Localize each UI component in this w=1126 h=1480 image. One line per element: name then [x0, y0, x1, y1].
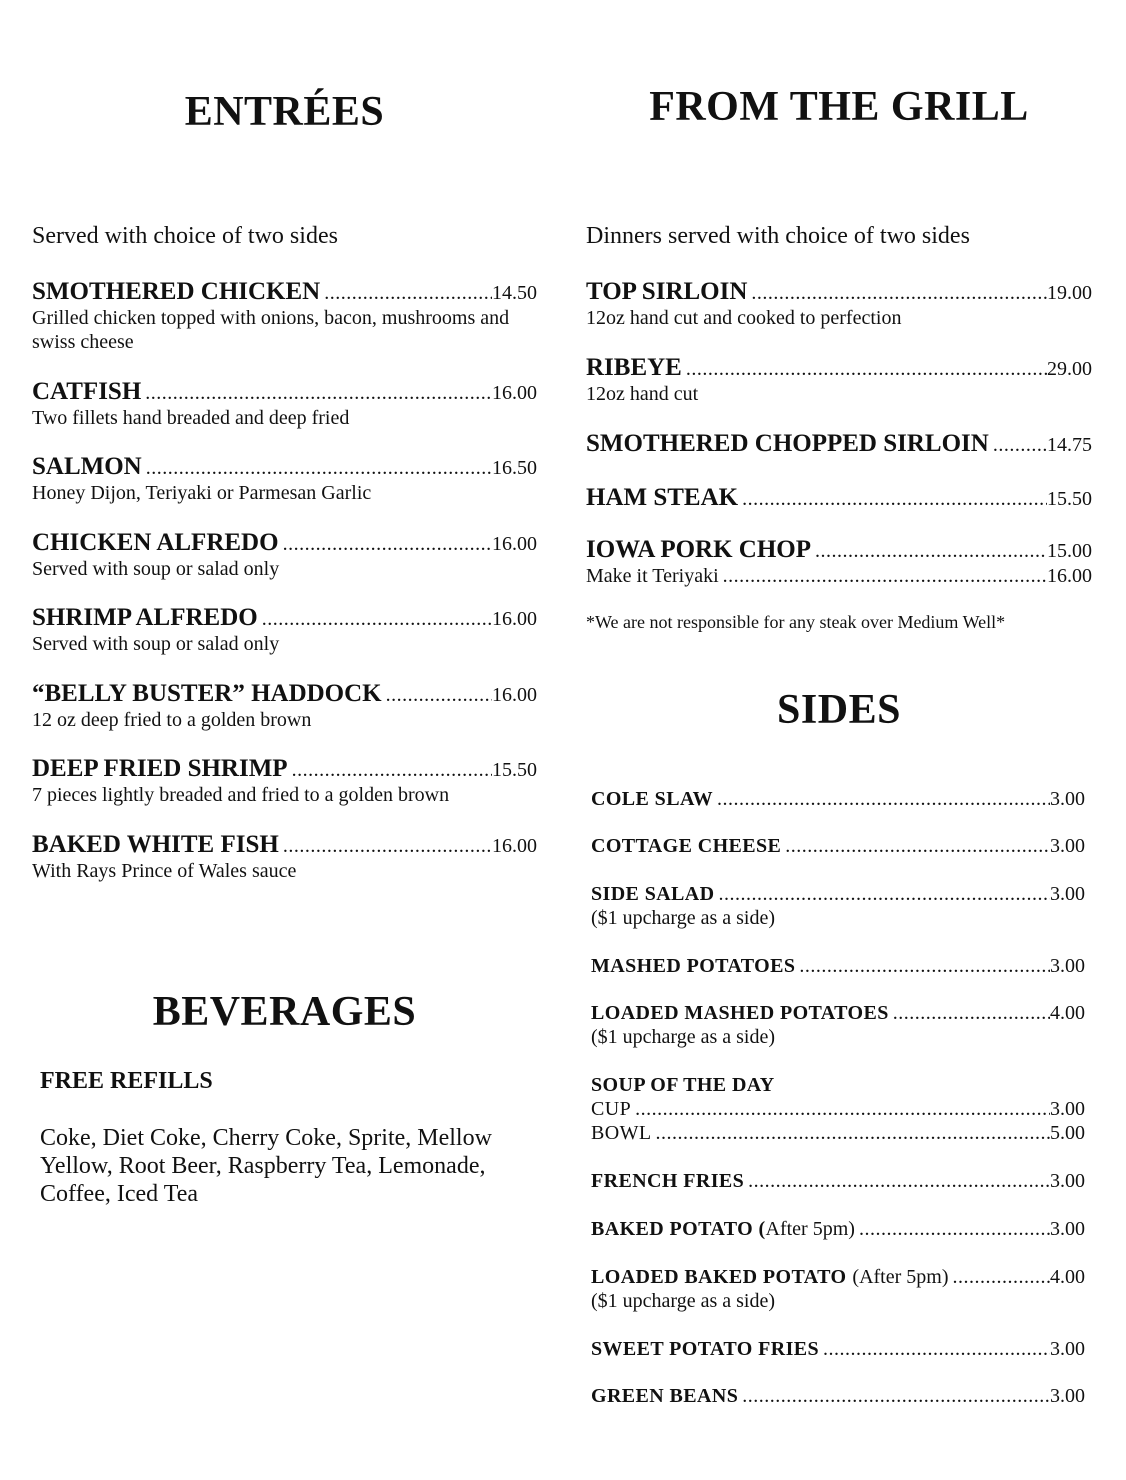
item-description: Two fillets hand breaded and deep fried: [32, 407, 350, 429]
side-price: 4.00: [1050, 1266, 1085, 1288]
pork-chop-teriyaki-option: [586, 564, 1092, 588]
beverage-list: Coke, Diet Coke, Cherry Coke, Sprite, Mellow Yellow, Root Beer, Raspberry Tea, Lemonade, Coffee, Iced Tea: [40, 1125, 492, 1207]
item-price: 16.00: [492, 533, 537, 555]
side-item-loaded-mashed-potatoes: [591, 1002, 1085, 1049]
side-time-note: (After 5pm): [852, 1266, 949, 1288]
leader-dots: [382, 684, 492, 707]
leader-dots: [288, 759, 492, 782]
leader-dots: [889, 1002, 1050, 1025]
menu-item-shrimp-alfredo: [32, 604, 537, 656]
item-description: 12oz hand cut: [586, 383, 699, 405]
leader-dots: [811, 540, 1047, 563]
item-description: 7 pieces lightly breaded and fried to a golden brown: [32, 784, 450, 806]
item-price: 16.00: [492, 382, 537, 404]
grill-subtitle: Dinners served with choice of two sides: [586, 223, 970, 249]
entrees-heading: ENTRÉES: [184, 89, 385, 135]
item-description: With Rays Prince of Wales sauce: [32, 860, 297, 882]
side-name: FRENCH FRIES: [591, 1170, 745, 1192]
leader-dots: [781, 835, 1050, 858]
side-item-loaded-baked-potato: [591, 1266, 1085, 1313]
item-name: DEEP FRIED SHRIMP: [32, 755, 288, 782]
item-name: CATFISH: [32, 378, 142, 405]
menu-item-smothered-chicken: [32, 278, 537, 354]
steak-disclaimer: *We are not responsible for any steak over Medium Well*: [586, 612, 1006, 632]
leader-dots: [631, 1097, 1050, 1121]
side-item-cole-slaw: [591, 788, 1085, 811]
leader-dots: [855, 1218, 1050, 1241]
leader-dots: [744, 1170, 1050, 1193]
side-name: LOADED BAKED POTATO: [591, 1266, 847, 1288]
soup-price: 5.00: [1050, 1122, 1085, 1144]
item-description: 12oz hand cut and cooked to perfection: [586, 307, 902, 329]
item-price: 16.00: [492, 835, 537, 857]
option-name: Make it Teriyaki: [586, 565, 719, 587]
side-price: 3.00: [1050, 883, 1085, 905]
side-price: 3.00: [1050, 835, 1085, 857]
leader-dots: [747, 282, 1047, 305]
side-note: ($1 upcharge as a side): [591, 1026, 776, 1048]
side-item-french-fries: [591, 1170, 1085, 1193]
side-price: 3.00: [1050, 1338, 1085, 1360]
leader-dots: [714, 883, 1050, 906]
free-refills-label: FREE REFILLS: [40, 1068, 213, 1094]
leader-dots: [142, 457, 492, 480]
menu-item-top-sirloin: [586, 278, 1092, 330]
side-item-sweet-potato-fries: [591, 1338, 1085, 1361]
leader-dots: [258, 608, 492, 631]
beverages-heading: BEVERAGES: [152, 989, 417, 1035]
side-name: COTTAGE CHEESE: [591, 835, 782, 857]
menu-item-chicken-alfredo: [32, 529, 537, 581]
side-price: 4.00: [1050, 1002, 1085, 1024]
side-name: BAKED POTATO (: [591, 1218, 766, 1240]
item-name: BAKED WHITE FISH: [32, 831, 279, 858]
item-name: SMOTHERED CHOPPED SIRLOIN: [586, 430, 989, 457]
soup-option-bowl: [591, 1121, 1085, 1145]
side-name: SOUP OF THE DAY: [591, 1074, 775, 1096]
side-name: MASHED POTATOES: [591, 955, 796, 977]
item-description: Grilled chicken topped with onions, bacon, mushrooms and swiss cheese: [32, 307, 510, 353]
side-item-mashed-potatoes: [591, 955, 1085, 978]
side-price: 3.00: [1050, 955, 1085, 977]
soup-price: 3.00: [1050, 1098, 1085, 1120]
leader-dots: [320, 282, 492, 305]
item-name: TOP SIRLOIN: [586, 278, 748, 305]
leader-dots: [713, 788, 1050, 811]
menu-item-salmon: [32, 453, 537, 505]
item-name: HAM STEAK: [586, 484, 739, 511]
item-name: CHICKEN ALFREDO: [32, 529, 279, 556]
leader-dots: [738, 488, 1047, 511]
soup-option-cup: [591, 1097, 1085, 1121]
grill-heading: FROM THE GRILL: [649, 84, 1029, 130]
side-item-side-salad: [591, 883, 1085, 930]
side-name: SIDE SALAD: [591, 883, 715, 905]
leader-dots: [819, 1338, 1050, 1361]
leader-dots: [949, 1266, 1051, 1289]
item-name: IOWA PORK CHOP: [586, 536, 812, 563]
sides-heading: SIDES: [777, 687, 901, 733]
item-price: 19.00: [1047, 282, 1092, 304]
side-name: COLE SLAW: [591, 788, 713, 810]
item-price: 14.50: [492, 282, 537, 304]
side-name: LOADED MASHED POTATOES: [591, 1002, 889, 1024]
item-price: 16.50: [492, 457, 537, 479]
soup-size: BOWL: [591, 1122, 652, 1144]
item-name: SHRIMP ALFREDO: [32, 604, 258, 631]
item-name: “BELLY BUSTER” HADDOCK: [32, 680, 382, 707]
item-description: Honey Dijon, Teriyaki or Parmesan Garlic: [32, 482, 372, 504]
leader-dots: [651, 1121, 1050, 1145]
item-price: 29.00: [1047, 358, 1092, 380]
side-price: 3.00: [1050, 788, 1085, 810]
menu-item-smothered-chopped-sirloin: [586, 430, 1092, 458]
leader-dots: [682, 358, 1047, 381]
menu-item-ribeye: [586, 354, 1092, 406]
side-item-cottage-cheese: [591, 835, 1085, 858]
menu-item-catfish: [32, 378, 537, 430]
side-name: SWEET POTATO FRIES: [591, 1338, 820, 1360]
leader-dots: [795, 955, 1050, 978]
item-description: Served with soup or salad only: [32, 633, 280, 655]
leader-dots: [719, 565, 1047, 588]
menu-item-baked-white-fish: [32, 831, 537, 883]
side-item-soup-of-the-day: [591, 1074, 1085, 1145]
side-price: 3.00: [1050, 1218, 1085, 1240]
leader-dots: [141, 382, 492, 405]
menu-item-belly-buster-haddock: [32, 680, 537, 732]
item-price: 14.75: [1047, 434, 1092, 456]
leader-dots: [738, 1385, 1050, 1408]
menu-item-deep-fried-shrimp: [32, 755, 537, 807]
side-note: ($1 upcharge as a side): [591, 907, 776, 929]
soup-size: CUP: [591, 1098, 632, 1120]
side-item-baked-potato: [591, 1218, 1085, 1241]
item-price: 15.50: [492, 759, 537, 781]
option-price: 16.00: [1047, 565, 1092, 587]
side-time-note: After 5pm): [765, 1218, 855, 1240]
item-name: SALMON: [32, 453, 142, 480]
item-name: SMOTHERED CHICKEN: [32, 278, 321, 305]
leader-dots: [989, 434, 1047, 457]
side-note: ($1 upcharge as a side): [591, 1290, 776, 1312]
side-name: GREEN BEANS: [591, 1385, 739, 1407]
menu-item-ham-steak: [586, 484, 1092, 512]
side-price: 3.00: [1050, 1385, 1085, 1407]
leader-dots: [279, 533, 492, 556]
leader-dots: [279, 835, 492, 858]
item-description: Served with soup or salad only: [32, 558, 280, 580]
menu-item-iowa-pork-chop: [586, 536, 1092, 588]
side-price: 3.00: [1050, 1170, 1085, 1192]
entrees-subtitle: Served with choice of two sides: [32, 223, 338, 249]
item-description: 12 oz deep fried to a golden brown: [32, 709, 312, 731]
item-price: 15.00: [1047, 540, 1092, 562]
item-name: RIBEYE: [586, 354, 682, 381]
item-price: 15.50: [1047, 488, 1092, 510]
item-price: 16.00: [492, 684, 537, 706]
side-item-green-beans: [591, 1385, 1085, 1408]
item-price: 16.00: [492, 608, 537, 630]
